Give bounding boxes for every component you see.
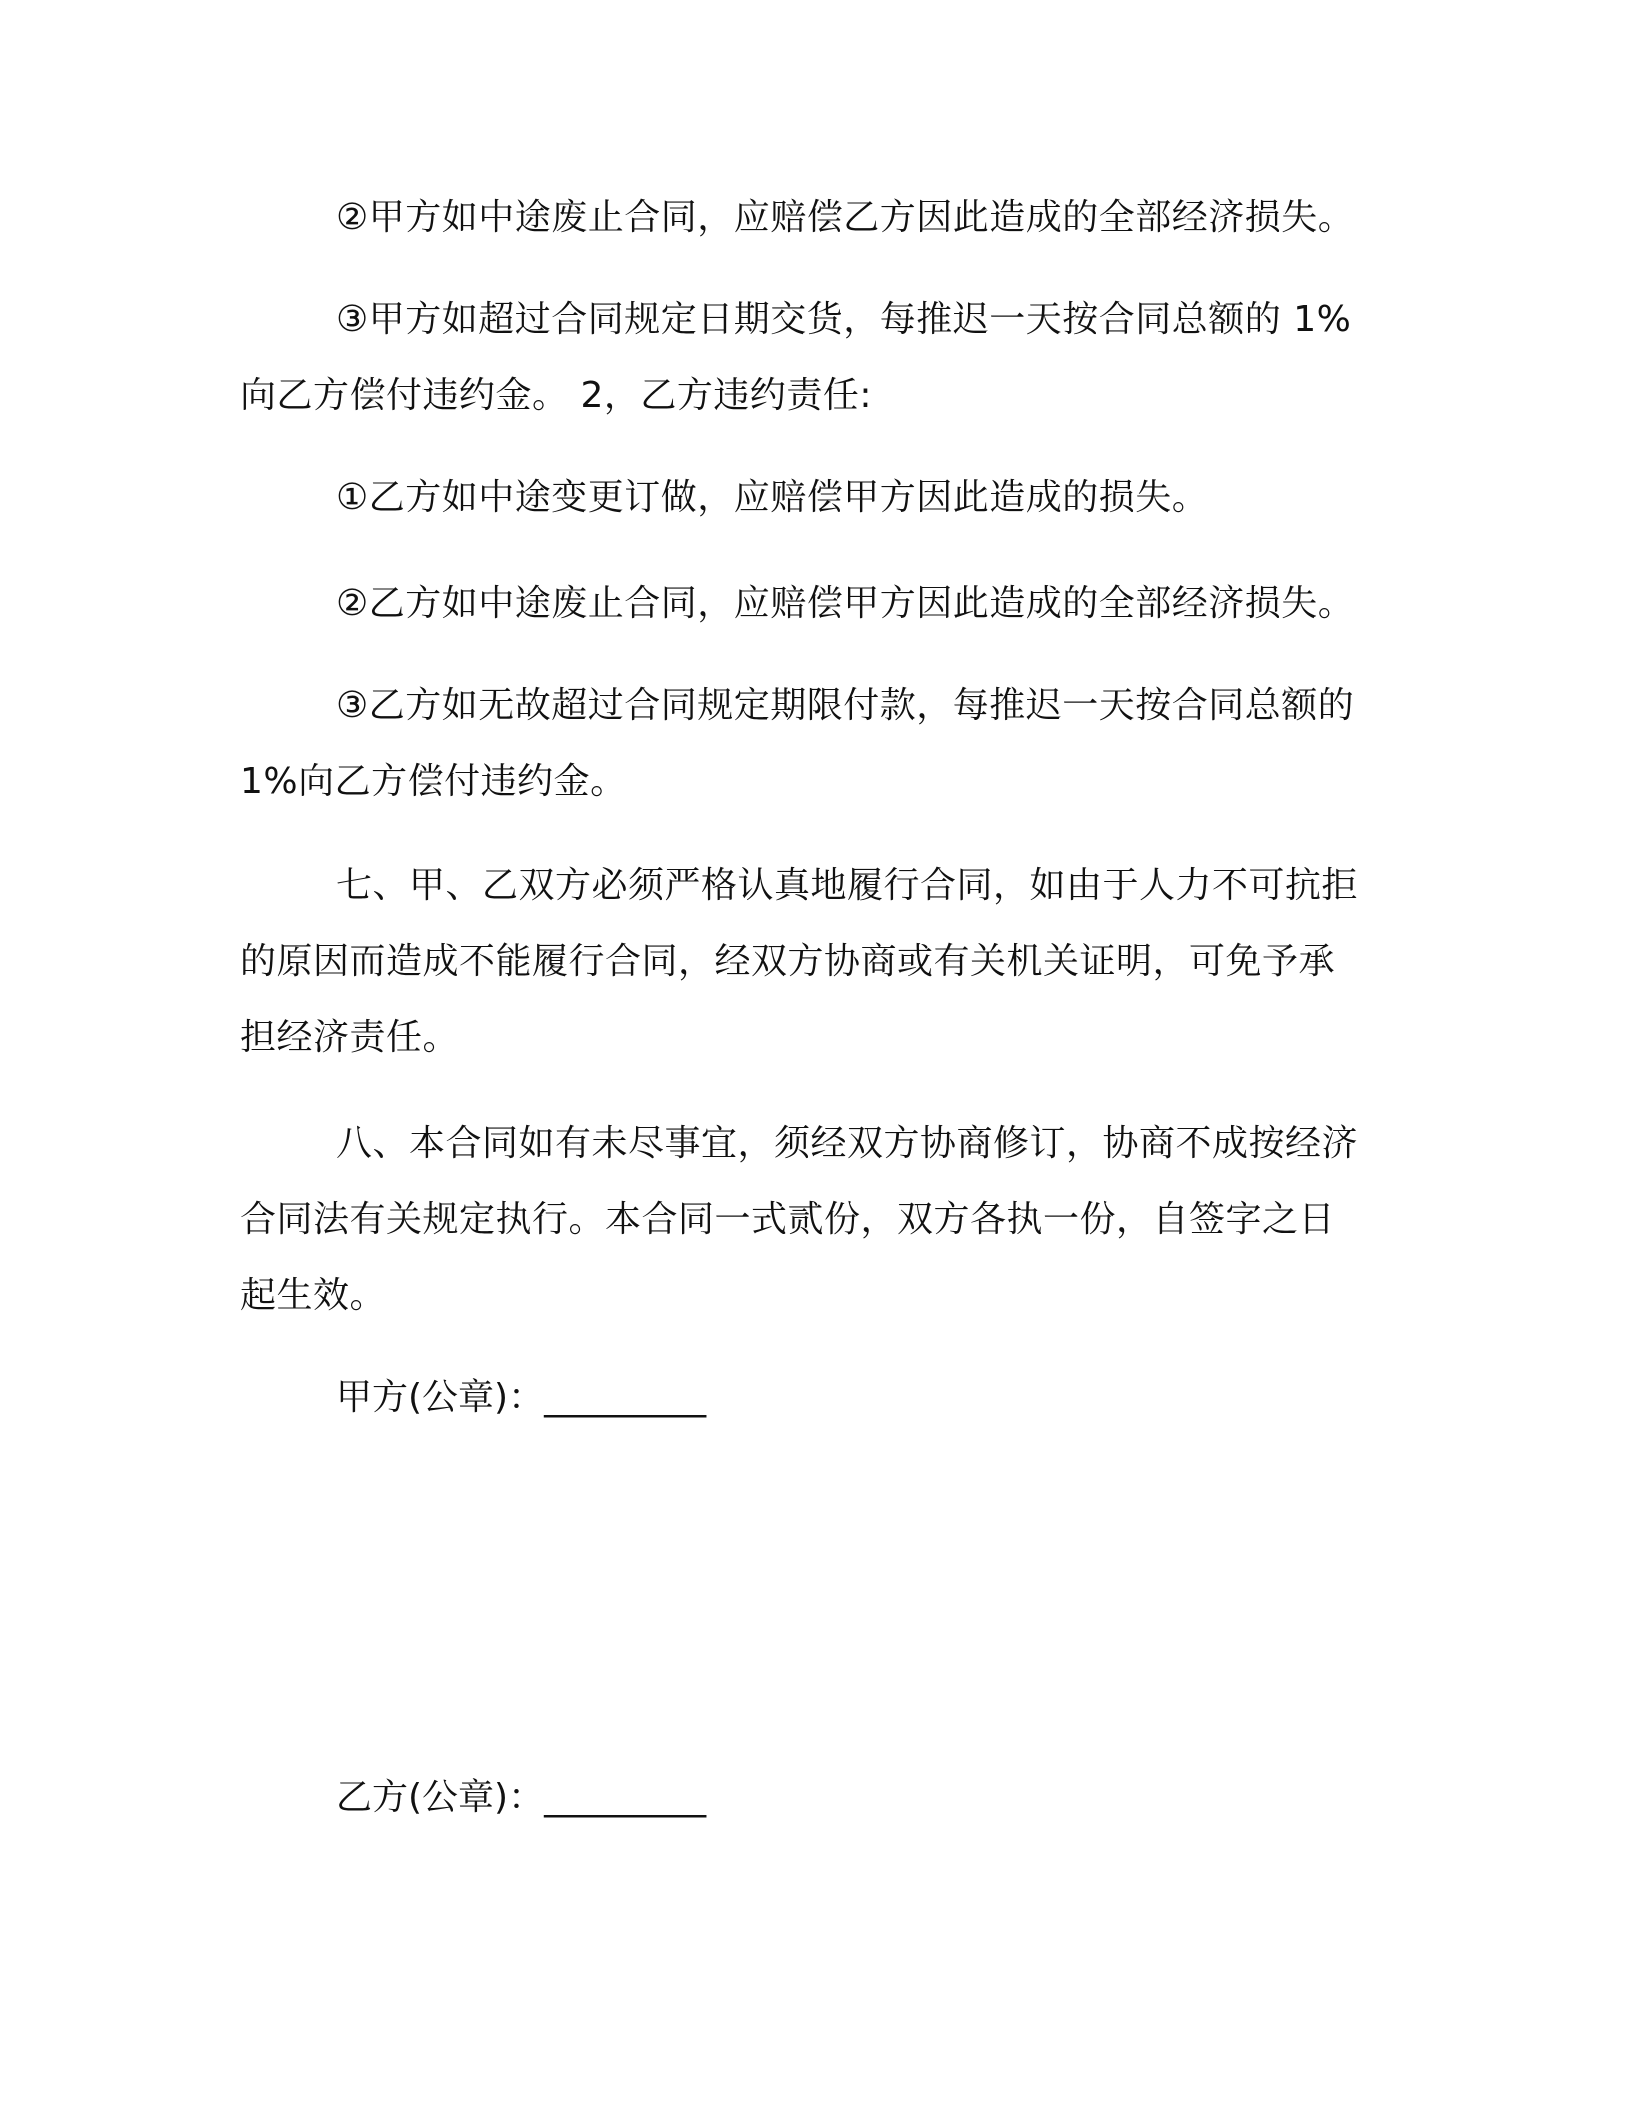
- clause-seven: 七、甲、乙双方必须严格认真地履行合同，如由于人力不可抗拒的原因而造成不能履行合同，经双方协商或有关机关证明，可免予承担经济责任。: [240, 865, 1359, 1058]
- clause-eight: 八、本合同如有未尽事宜，须经双方协商修订，协商不成按经济合同法有关规定执行。本合同一式贰份，双方各执一份，自签字之日起生效。: [240, 1123, 1359, 1316]
- clause-a-3: ③甲方如超过合同规定日期交货，每推迟一天按合同总额的 1%向乙方偿付违约金。 2，乙方违约责任:: [240, 299, 1352, 416]
- party-a-signature-line: 甲方(公章)：_________: [336, 1377, 707, 1418]
- clause-b-1: ①乙方如中途变更订做，应赔偿甲方因此造成的损失。: [336, 477, 1209, 518]
- clause-a-2: ②甲方如中途废止合同，应赔偿乙方因此造成的全部经济损失。: [336, 197, 1355, 238]
- party-b-signature-line: 乙方(公章)：_________: [336, 1777, 707, 1818]
- clause-b-2: ②乙方如中途废止合同，应赔偿甲方因此造成的全部经济损失。: [336, 583, 1355, 624]
- clause-b-3: ③乙方如无故超过合同规定期限付款，每推迟一天按合同总额的1%向乙方偿付违约金。: [240, 685, 1355, 802]
